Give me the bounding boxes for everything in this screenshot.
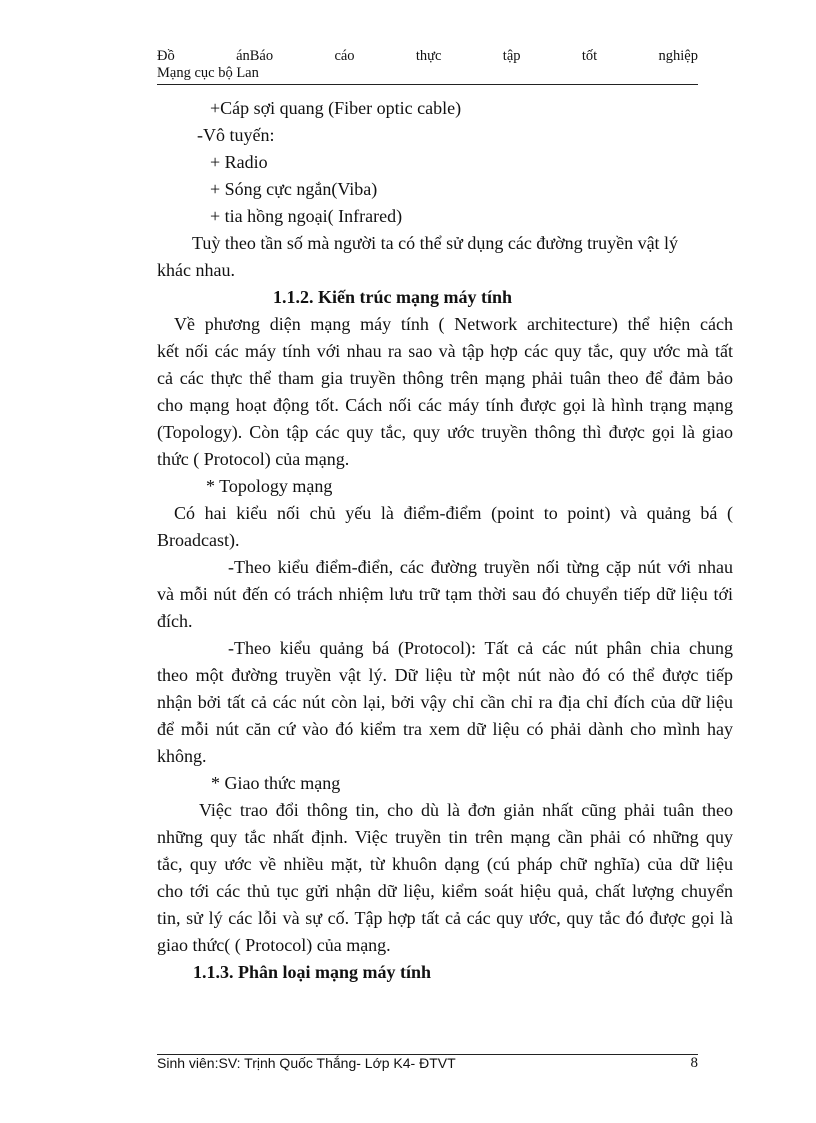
header-word: cáo [334,48,355,64]
header-divider [157,84,698,85]
section-heading: 1.1.2. Kiến trúc mạng máy tính [273,287,513,307]
paragraph-line: Có hai kiểu nối chủ yếu là điểm-điểm (point to point) và quảng bá ( [174,503,733,523]
paragraph-line: tin, sử lý các lỗi và sự cố. Tập hợp tất cả các quy ước, quy tắc đó được gọi là [157,908,733,928]
text-line: khác nhau. [157,260,235,280]
header-word: Đồ [157,48,175,64]
paragraph-line: cho mạng hoạt động tốt. Cách nối các máy tính được gọi là hình trạng mạng [157,395,733,415]
text-line: +Cáp sợi quang (Fiber optic cable) [210,98,462,118]
page-header [157,48,698,81]
subheading: * Giao thức mạng [211,773,341,793]
text-line: + tia hồng ngoại( Infrared) [210,206,403,226]
paragraph-line: cả các thực thể tham gia truyền thông trên mạng phải tuân theo để đảm bảo [157,368,733,388]
header-subtitle: Mạng cục bộ Lan [157,65,259,81]
page-number: 8 [690,1055,698,1071]
paragraph-line: kết nối các máy tính với nhau ra sao và tập hợp các quy tắc, quy ước mà tất [157,341,733,361]
subheading: * Topology mạng [206,476,333,496]
paragraph-line: nhận bởi tất cả các nút còn lại, bởi vậy chỉ cần chỉ ra địa chỉ đích của dữ liệu [157,692,733,712]
header-word: tập [502,48,521,64]
paragraph-line: những quy tắc nhất định. Việc truyền tin trên mạng cần phải có những quy [157,827,733,847]
paragraph-line: tắc, quy ước về nhiều mặt, từ khuôn dạng (cú pháp chữ nghĩa) của dữ liệu [157,854,733,874]
paragraph-line: -Theo kiểu quảng bá (Protocol): Tất cả các nút phân chia chung [228,638,733,658]
paragraph-line: không. [157,746,207,766]
text-line: Tuỳ theo tần số mà người ta có thể sử dụng các đường truyền vật lý [192,233,679,253]
paragraph-line: (Topology). Còn tập các quy tắc, quy ước truyền thông thì được gọi là giao [157,422,733,442]
paragraph-line: đích. [157,611,193,631]
paragraph-line: để mỗi nút căn cứ vào đó kiểm tra xem dữ liệu có phải dành cho mình hay [157,719,733,739]
paragraph-line: Việc trao đổi thông tin, cho dù là đơn giản nhất cũng phải tuân theo [199,800,733,820]
paragraph-line: Về phương diện mạng máy tính ( Network architecture) thể hiện cách [174,314,733,334]
paragraph-line: giao thức( ( Protocol) của mạng. [157,935,391,955]
text-line: + Sóng cực ngắn(Viba) [210,179,378,199]
header-word: thực [415,48,442,64]
header-word: nghiệp [658,48,698,64]
header-title [157,48,698,65]
paragraph-line: theo một đường truyền vật lý. Dữ liệu từ một nút nào đó có thể được tiếp [157,665,733,685]
paragraph-line: thức ( Protocol) của mạng. [157,449,350,469]
page-footer [157,1054,698,1072]
paragraph-line: Broadcast). [157,530,240,550]
header-word: tốt [581,48,598,64]
section-heading: 1.1.3. Phân loại mạng máy tính [193,962,432,982]
paragraph-line: và mỗi nút đến có trách nhiệm lưu trữ tạm thời sau đó chuyển tiếp dữ liệu tới [157,584,733,604]
text-line: -Vô tuyến: [197,125,275,145]
text-line: + Radio [210,152,268,172]
paragraph-line: cho tới các thủ tục gửi nhận dữ liệu, kiểm soát hiệu quả, chất lượng chuyển [157,881,733,901]
footer-student: Sinh viên:SV: Trịnh Quốc Thắng- Lớp K4- ĐTVT [157,1055,456,1071]
paragraph-line: -Theo kiểu điểm-điển, các đường truyền nối từng cặp nút với nhau [228,557,733,577]
header-word: ánBáo [236,48,274,64]
